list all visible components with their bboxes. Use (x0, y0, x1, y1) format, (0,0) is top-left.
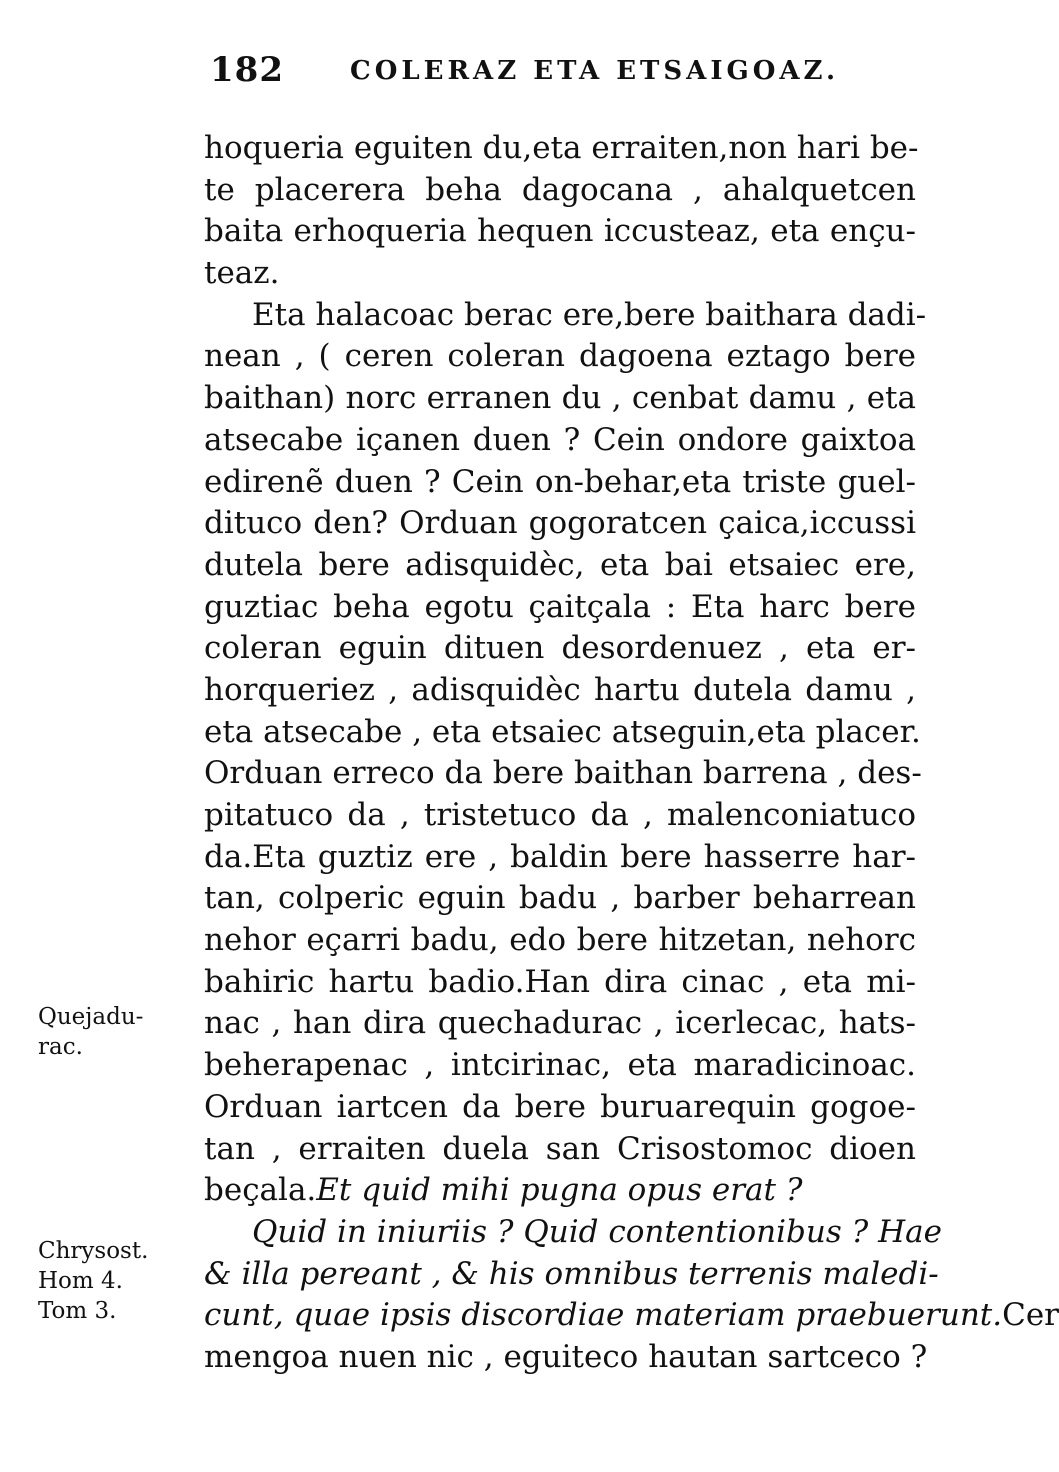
text-line (204, 795, 916, 837)
text-line-content: Eta halacoac berac ere,bere baithara dadi- (252, 296, 927, 333)
text-line (204, 670, 916, 712)
text-line (204, 1295, 1059, 1337)
text-line-content: Orduan erreco da bere baithan barrena , des- (204, 755, 922, 792)
running-header (210, 50, 850, 94)
margin-note-line: Quejadu- (38, 1004, 144, 1030)
text-line-content: baithan) norc erranen du , cenbat damu , eta (204, 380, 916, 417)
text-line-content: nean , ( ceren coleran dagoena eztago bere (204, 338, 916, 375)
text-line (204, 878, 916, 920)
text-line-content: bahiric hartu badio.Han dira cinac , eta mi- (204, 963, 916, 1000)
text-line (204, 1170, 916, 1212)
text-line-content: eta atsecabe , eta etsaiec atseguin,eta placer. (204, 713, 921, 750)
text-line (204, 128, 919, 170)
text-line-content: hoqueria eguiten du,eta erraiten,non hari be- (204, 130, 919, 166)
text-line-content: Orduan iartcen da bere buruarequin gogoe- (204, 1088, 916, 1125)
running-head-title: COLERAZ ETA ETSAIGOAZ. (350, 56, 840, 86)
text-line-content: cunt, quae ipsis discordiae materiam praebuerunt. (204, 1297, 1003, 1334)
text-line-content: da.Eta guztiz ere , baldin bere hasserre har- (204, 838, 916, 875)
text-line (204, 920, 916, 962)
text-line-content: te placerera beha dagocana , ahalquetcen (204, 171, 916, 208)
text-line-content: & illa pereant , & his omnibus terrenis maledi- (204, 1255, 939, 1292)
text-line-content: tan , erraiten duela san Crisostomoc dioen (204, 1130, 916, 1167)
text-line-content: teaz. (204, 255, 280, 292)
text-line (204, 1087, 916, 1129)
body-text (204, 128, 1059, 1379)
text-line-content: pitatuco da , tristetuco da , malenconiatuco (204, 797, 916, 833)
text-line (204, 837, 916, 879)
text-line (204, 1212, 942, 1254)
text-line (204, 503, 916, 545)
text-line (204, 462, 916, 504)
margin-note-chrysostom (38, 1236, 188, 1326)
text-line-content: Quid in iniuriis ? Quid contentionibus ? Hae (252, 1213, 942, 1250)
latin-quote: Et quid mihi pugna opus erat ? (316, 1172, 803, 1209)
text-line (204, 295, 927, 337)
margin-note-line: rac. (38, 1034, 83, 1060)
text-line (204, 253, 916, 295)
text-line (204, 628, 916, 670)
text-line (204, 1337, 928, 1379)
text-line-content: guztiac beha egotu çaitçala : Eta harc bere (204, 588, 916, 625)
text-line (204, 1003, 916, 1045)
text-line-content: edirenẽ duen ? Cein on-behar,eta triste guel- (204, 463, 916, 500)
text-line (204, 1254, 939, 1296)
text-line-content: atsecabe içanen duen ? Cein ondore gaixtoa (204, 421, 916, 458)
text-line-content: horqueriez , adisquidèc hartu dutela damu , (204, 671, 916, 708)
text-line (204, 587, 916, 629)
text-line-content: baita erhoqueria hequen iccusteaz, eta ençu- (204, 213, 916, 250)
text-line (204, 170, 916, 212)
text-line (204, 378, 916, 420)
margin-note-quejadurac (38, 1002, 188, 1062)
text-line (204, 753, 922, 795)
text-line (204, 712, 921, 754)
text-line-tail: Cer (1002, 1297, 1059, 1334)
text-line-content: tan, colperic eguin badu , barber beharrean (204, 880, 916, 917)
text-line-content: coleran eguin dituen desordenuez , eta er- (204, 630, 916, 667)
text-line-content: nehor eçarri badu, edo bere hitzetan, nehorc (204, 922, 916, 959)
text-line (204, 545, 916, 587)
text-line (204, 420, 916, 462)
text-line (204, 336, 916, 378)
margin-note-line: Hom 4. (38, 1268, 123, 1294)
text-line-content: nac , han dira quechadurac , icerlecac, hats- (204, 1005, 916, 1042)
text-line-content: dituco den? Orduan gogoratcen çaica,iccussi (204, 505, 916, 542)
margin-note-line: Tom 3. (38, 1298, 117, 1324)
text-line (204, 962, 916, 1004)
text-line-content: beçala. (204, 1172, 317, 1209)
page-number: 182 (210, 50, 284, 90)
text-line-content: beherapenac , intcirinac, eta maradicinoac. (204, 1047, 916, 1084)
text-line (204, 1129, 916, 1171)
text-line (204, 211, 916, 253)
text-line-content: dutela bere adisquidèc, eta bai etsaiec ere, (204, 546, 916, 583)
text-line (204, 1045, 916, 1087)
margin-note-line: Chrysost. (38, 1238, 149, 1264)
text-line-content: mengoa nuen nic , eguiteco hautan sartceco ? (204, 1338, 928, 1375)
